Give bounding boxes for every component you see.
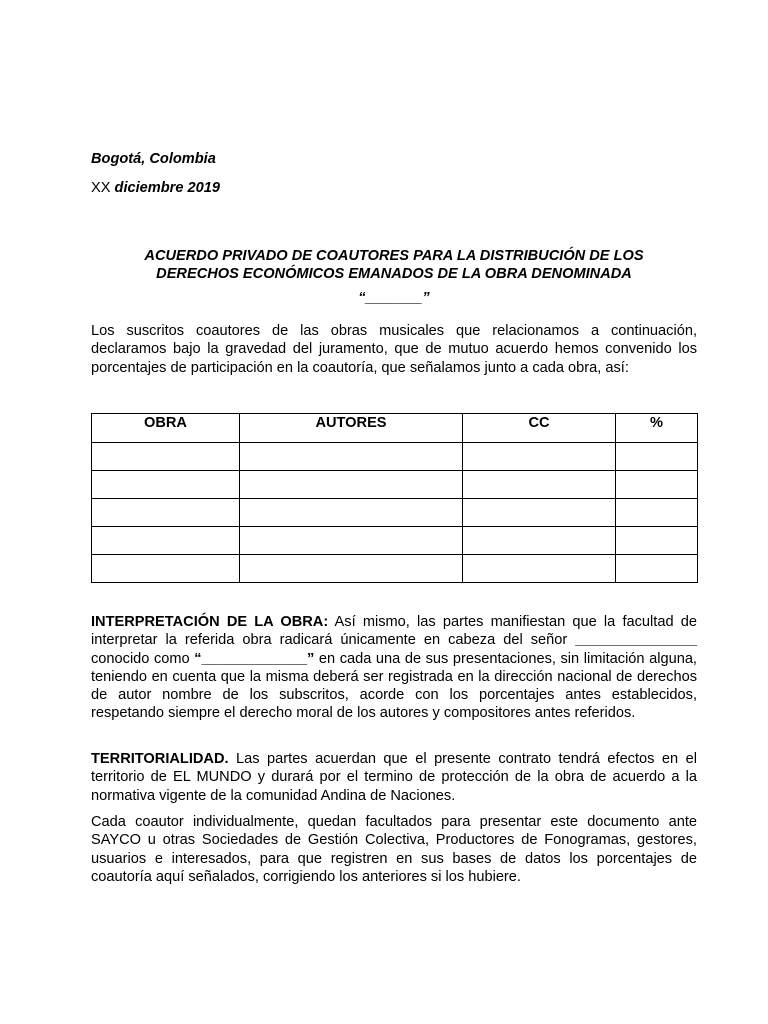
table-cell: [92, 555, 240, 583]
place-line: Bogotá, Colombia: [91, 151, 216, 167]
title-line-1: ACUERDO PRIVADO DE COAUTORES PARA LA DISTRIBUCIÓN DE LOS: [144, 248, 644, 264]
performer-name-blank: _______________: [575, 632, 697, 649]
table-cell: [92, 527, 240, 555]
date-day-placeholder: XX: [91, 180, 111, 196]
works-table: [91, 413, 698, 583]
table-cell: [616, 499, 698, 527]
table-row: [92, 471, 698, 499]
stage-name-blank: “_____________”: [194, 650, 315, 667]
table-cell: [616, 443, 698, 471]
interpretation-text-3: en cada una de sus presentaciones, sin limitación alguna, teniendo en cuenta que la misma deberá ser registrada en la dirección nacional de derechos de autor nombre de los subscritos, acorde con los porcentajes antes establecidos, respetando siempre el derecho moral de los autores y compositores antes referidos.: [91, 650, 697, 722]
table-cell: [240, 555, 463, 583]
territoriality-clause: [91, 750, 697, 805]
table-cell: [463, 443, 616, 471]
table-cell: [463, 499, 616, 527]
table-cell: [92, 499, 240, 527]
table-row: [92, 555, 698, 583]
title-line-2: DERECHOS ECONÓMICOS EMANADOS DE LA OBRA DENOMINADA: [156, 266, 632, 282]
territoriality-text: Las partes acuerdan que el presente contrato tendrá efectos en el territorio de EL MUNDO y durará por el termino de protección de la obra de acuerdo a la normativa vigente de la comunidad Andina de Naciones.: [91, 751, 697, 804]
date-month-year: diciembre 2019: [110, 180, 220, 196]
table-row: [92, 443, 698, 471]
title-work-name-blank: “_______”: [358, 290, 430, 306]
intro-paragraph: Los suscritos coautores de las obras musicales que relacionamos a continuación, declaramos bajo la gravedad del juramento, que de mutuo acuerdo hemos convenido los porcentajes de participación en la coautoría, que señalamos junto a cada obra, así:: [91, 323, 697, 376]
table-cell: [616, 527, 698, 555]
table-cell: [92, 471, 240, 499]
table-cell: [240, 499, 463, 527]
interpretation-heading: INTERPRETACIÓN DE LA OBRA:: [91, 614, 329, 630]
document-title: [91, 247, 697, 307]
header-autores: AUTORES: [240, 414, 463, 443]
table-cell: [616, 555, 698, 583]
interpretation-text-2: conocido como: [91, 650, 195, 667]
table-cell: [463, 471, 616, 499]
territoriality-heading: TERRITORIALIDAD.: [91, 751, 229, 767]
table-row: [92, 527, 698, 555]
date-line: [91, 180, 220, 196]
table-cell: [616, 471, 698, 499]
header-percent: %: [616, 414, 698, 443]
table-cell: [92, 443, 240, 471]
interpretation-text-1: Así mismo, las partes manifiestan que la facultad de interpretar la referida obra radicará únicamente en cabeza del señor: [91, 614, 697, 649]
table-cell: [240, 443, 463, 471]
header-obra: OBRA: [92, 414, 240, 443]
interpretation-clause: [91, 613, 697, 723]
coauthor-authorization-paragraph: Cada coautor individualmente, quedan facultados para presentar este documento ante SAYCO u otras Sociedades de Gestión Colectiva, Productores de Fonogramas, gestores, usuarios e interesados, para que registren en sus bases de datos los porcentajes de coautoría aquí señalados, corrigiendo los anteriores si los hubiere.: [91, 814, 697, 885]
table-header-row: [92, 414, 698, 443]
table-cell: [463, 555, 616, 583]
table-cell: [463, 527, 616, 555]
header-cc: CC: [463, 414, 616, 443]
table-row: [92, 499, 698, 527]
table-cell: [240, 471, 463, 499]
table-cell: [240, 527, 463, 555]
